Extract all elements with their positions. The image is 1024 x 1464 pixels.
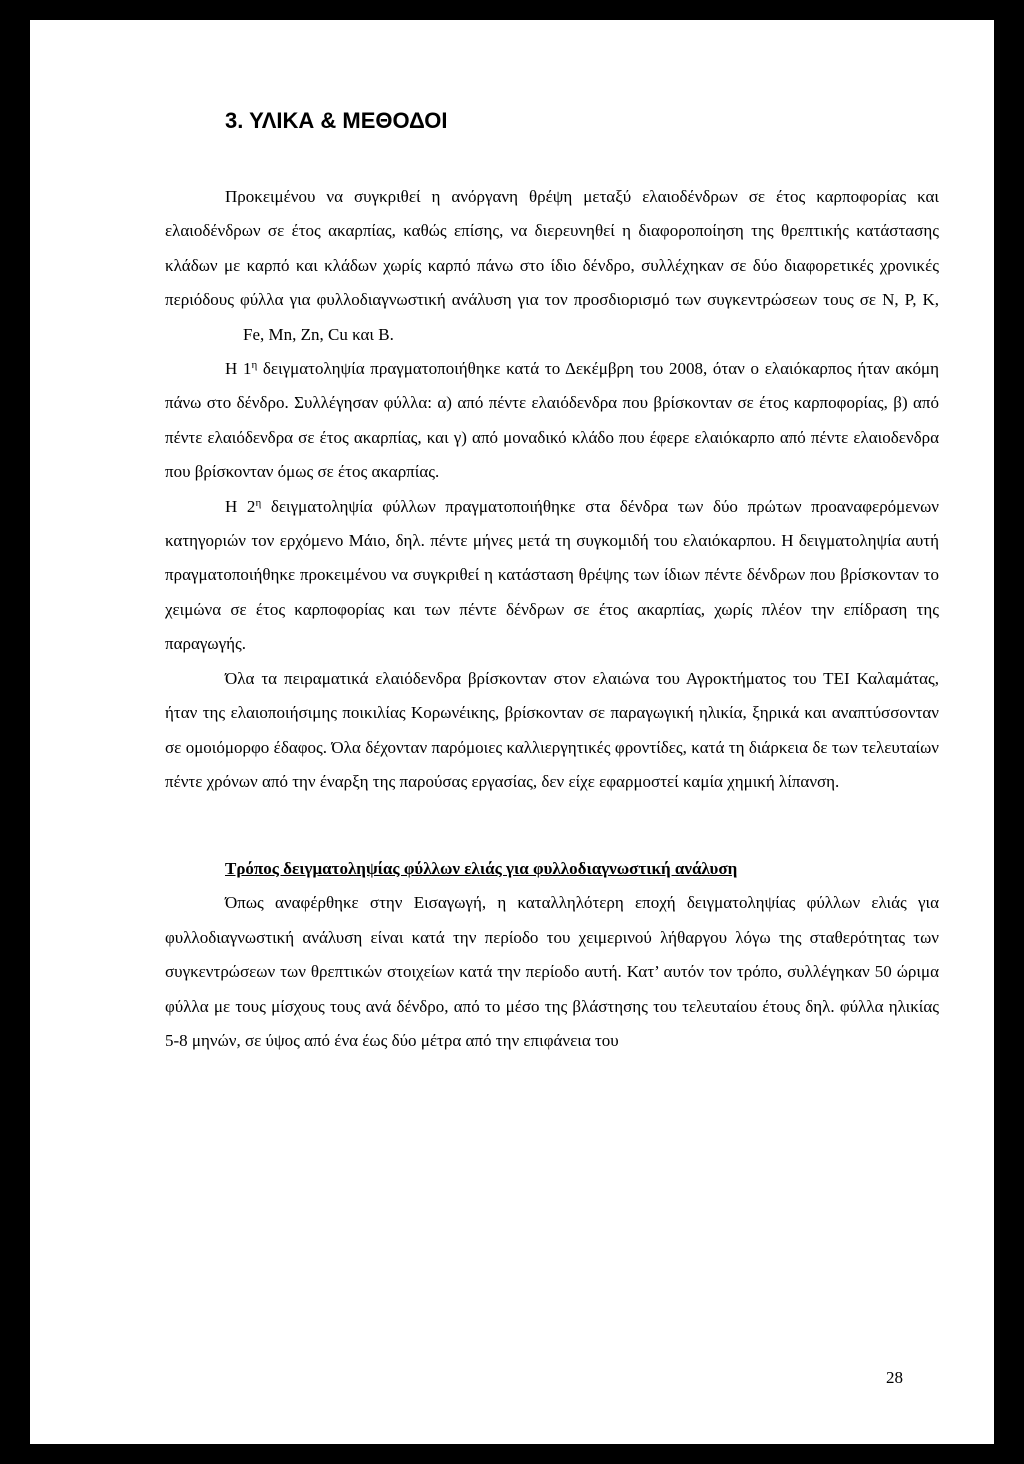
sampling1-text: δειγματοληψία πραγματοποιήθηκε κατά το Δεκέμβρη του 2008, όταν ο ελαιόκαρπος ήταν ακόμη πάνω στο δένδρο. Συλλέγησαν φύλλα: α) από πέντε ελαιόδενδρα που βρίσκονταν σε έτος καρποφορίας, β) από πέντε ελαιόδενδρα σε έτος ακαρπίας, και γ) από μοναδικό κλάδο που έφερε ελαιόκαρπο από πέντε ελαιοδενδρα που βρίσκονταν όμως σε έτος ακαρπίας. bbox=[165, 359, 939, 482]
section-title: 3. ΥΛΙΚΑ & ΜΕΘΟΔΟΙ bbox=[225, 108, 448, 133]
subsection-title: Τρόπος δειγματοληψίας φύλλων ελιάς για φυλλοδιαγνωστική ανάλυση bbox=[225, 859, 738, 879]
paragraph-sampling-2 bbox=[165, 490, 939, 662]
page-number: 28 bbox=[886, 1368, 903, 1387]
sampling2-text: δειγματοληψία φύλλων πραγματοποιήθηκε στα δένδρα των δύο πρώτων προαναφερόμενων κατηγοριών τον ερχόμενο Μάιο, δηλ. πέντε μήνες μετά τη συγκομιδή του ελαιόκαρπου. Η δειγματοληψία αυτή πραγματοποιήθηκε προκειμένου να συγκριθεί η κατάσταση θρέψης των ίδιων πέντε δένδρων που βρίσκονταν το χειμώνα σε έτος καρποφορίας και των πέντε δένδρων σε έτος ακαρπίας, χωρίς πλέον την επίδραση της παραγωγής. bbox=[165, 496, 939, 654]
paragraph-intro bbox=[165, 180, 939, 352]
paragraph-sampling-1 bbox=[165, 352, 939, 490]
sampling2-prefix: Η 2 bbox=[225, 496, 256, 516]
intro-text: Προκειμένου να συγκριθεί η ανόργανη θρέψη μεταξύ ελαιοδένδρων σε έτος καρποφορίας και ελαιοδένδρων σε έτος ακαρπίας, καθώς επίσης, να διερευνηθεί η διαφοροποίηση της θρεπτικής κατάστασης κλάδων με καρπό και κλάδων χωρίς καρπό πάνω στο ίδιο δένδρο, συλλέχηκαν σε δύο διαφορετικές χρονικές περιόδους φύλλα για φυλλοδιαγνωστική ανάλυση για τον προσδιορισμό των συγκεντρώσεων τους σε N, P, K, bbox=[165, 187, 939, 310]
page-content bbox=[165, 108, 939, 1058]
body-text bbox=[165, 180, 939, 1058]
sampling1-superscript: η bbox=[251, 359, 258, 372]
paragraph-orchard: Όλα τα πειραματικά ελαιόδενδρα βρίσκονταν στον ελαιώνα του Αγροκτήματος του ΤΕΙ Καλαμάτας, ήταν της ελαιοποιήσιμης ποικιλίας Κορωνέικης, βρίσκονταν σε παραγωγική ηλικία, ξηρικά και αναπτύσσονταν σε ομοιόμορφο έδαφος. Όλα δέχονταν παρόμοιες καλλιεργητικές φροντίδες, κατά τη διάρκεια δε των τελευταίων πέντε χρόνων από την έναρξη της παρούσας εργασίας, δεν είχε εφαρμοστεί καμία χημική λίπανση. bbox=[165, 668, 939, 791]
paragraph-sampling-method: Όπως αναφέρθηκε στην Εισαγωγή, η καταλληλότερη εποχή δειγματοληψίας φύλλων ελιάς για φυλλοδιαγνωστική ανάλυση είναι κατά την περίοδο του χειμερινού λήθαργου λόγω της σταθερότητας των συγκεντρώσεων των θρεπτικών στοιχείων κατά την περίοδο αυτή. Κατ’ αυτόν τον τρόπο, συλλέγηκαν 50 ώριμα φύλλα με τους μίσχους τους ανά δένδρο, από το μέσο της βλάστησης του τελευταίου έτους δηλ. φύλλα ηλικίας 5-8 μηνών, σε ύψος από ένα έως δύο μέτρα από την επιφάνεια του bbox=[165, 893, 939, 1050]
sampling2-superscript: η bbox=[255, 496, 262, 509]
document-page bbox=[30, 20, 994, 1444]
intro-text-tail: Fe, Mn, Zn, Cu και B. bbox=[243, 324, 394, 344]
sampling1-prefix: Η 1 bbox=[225, 359, 252, 379]
